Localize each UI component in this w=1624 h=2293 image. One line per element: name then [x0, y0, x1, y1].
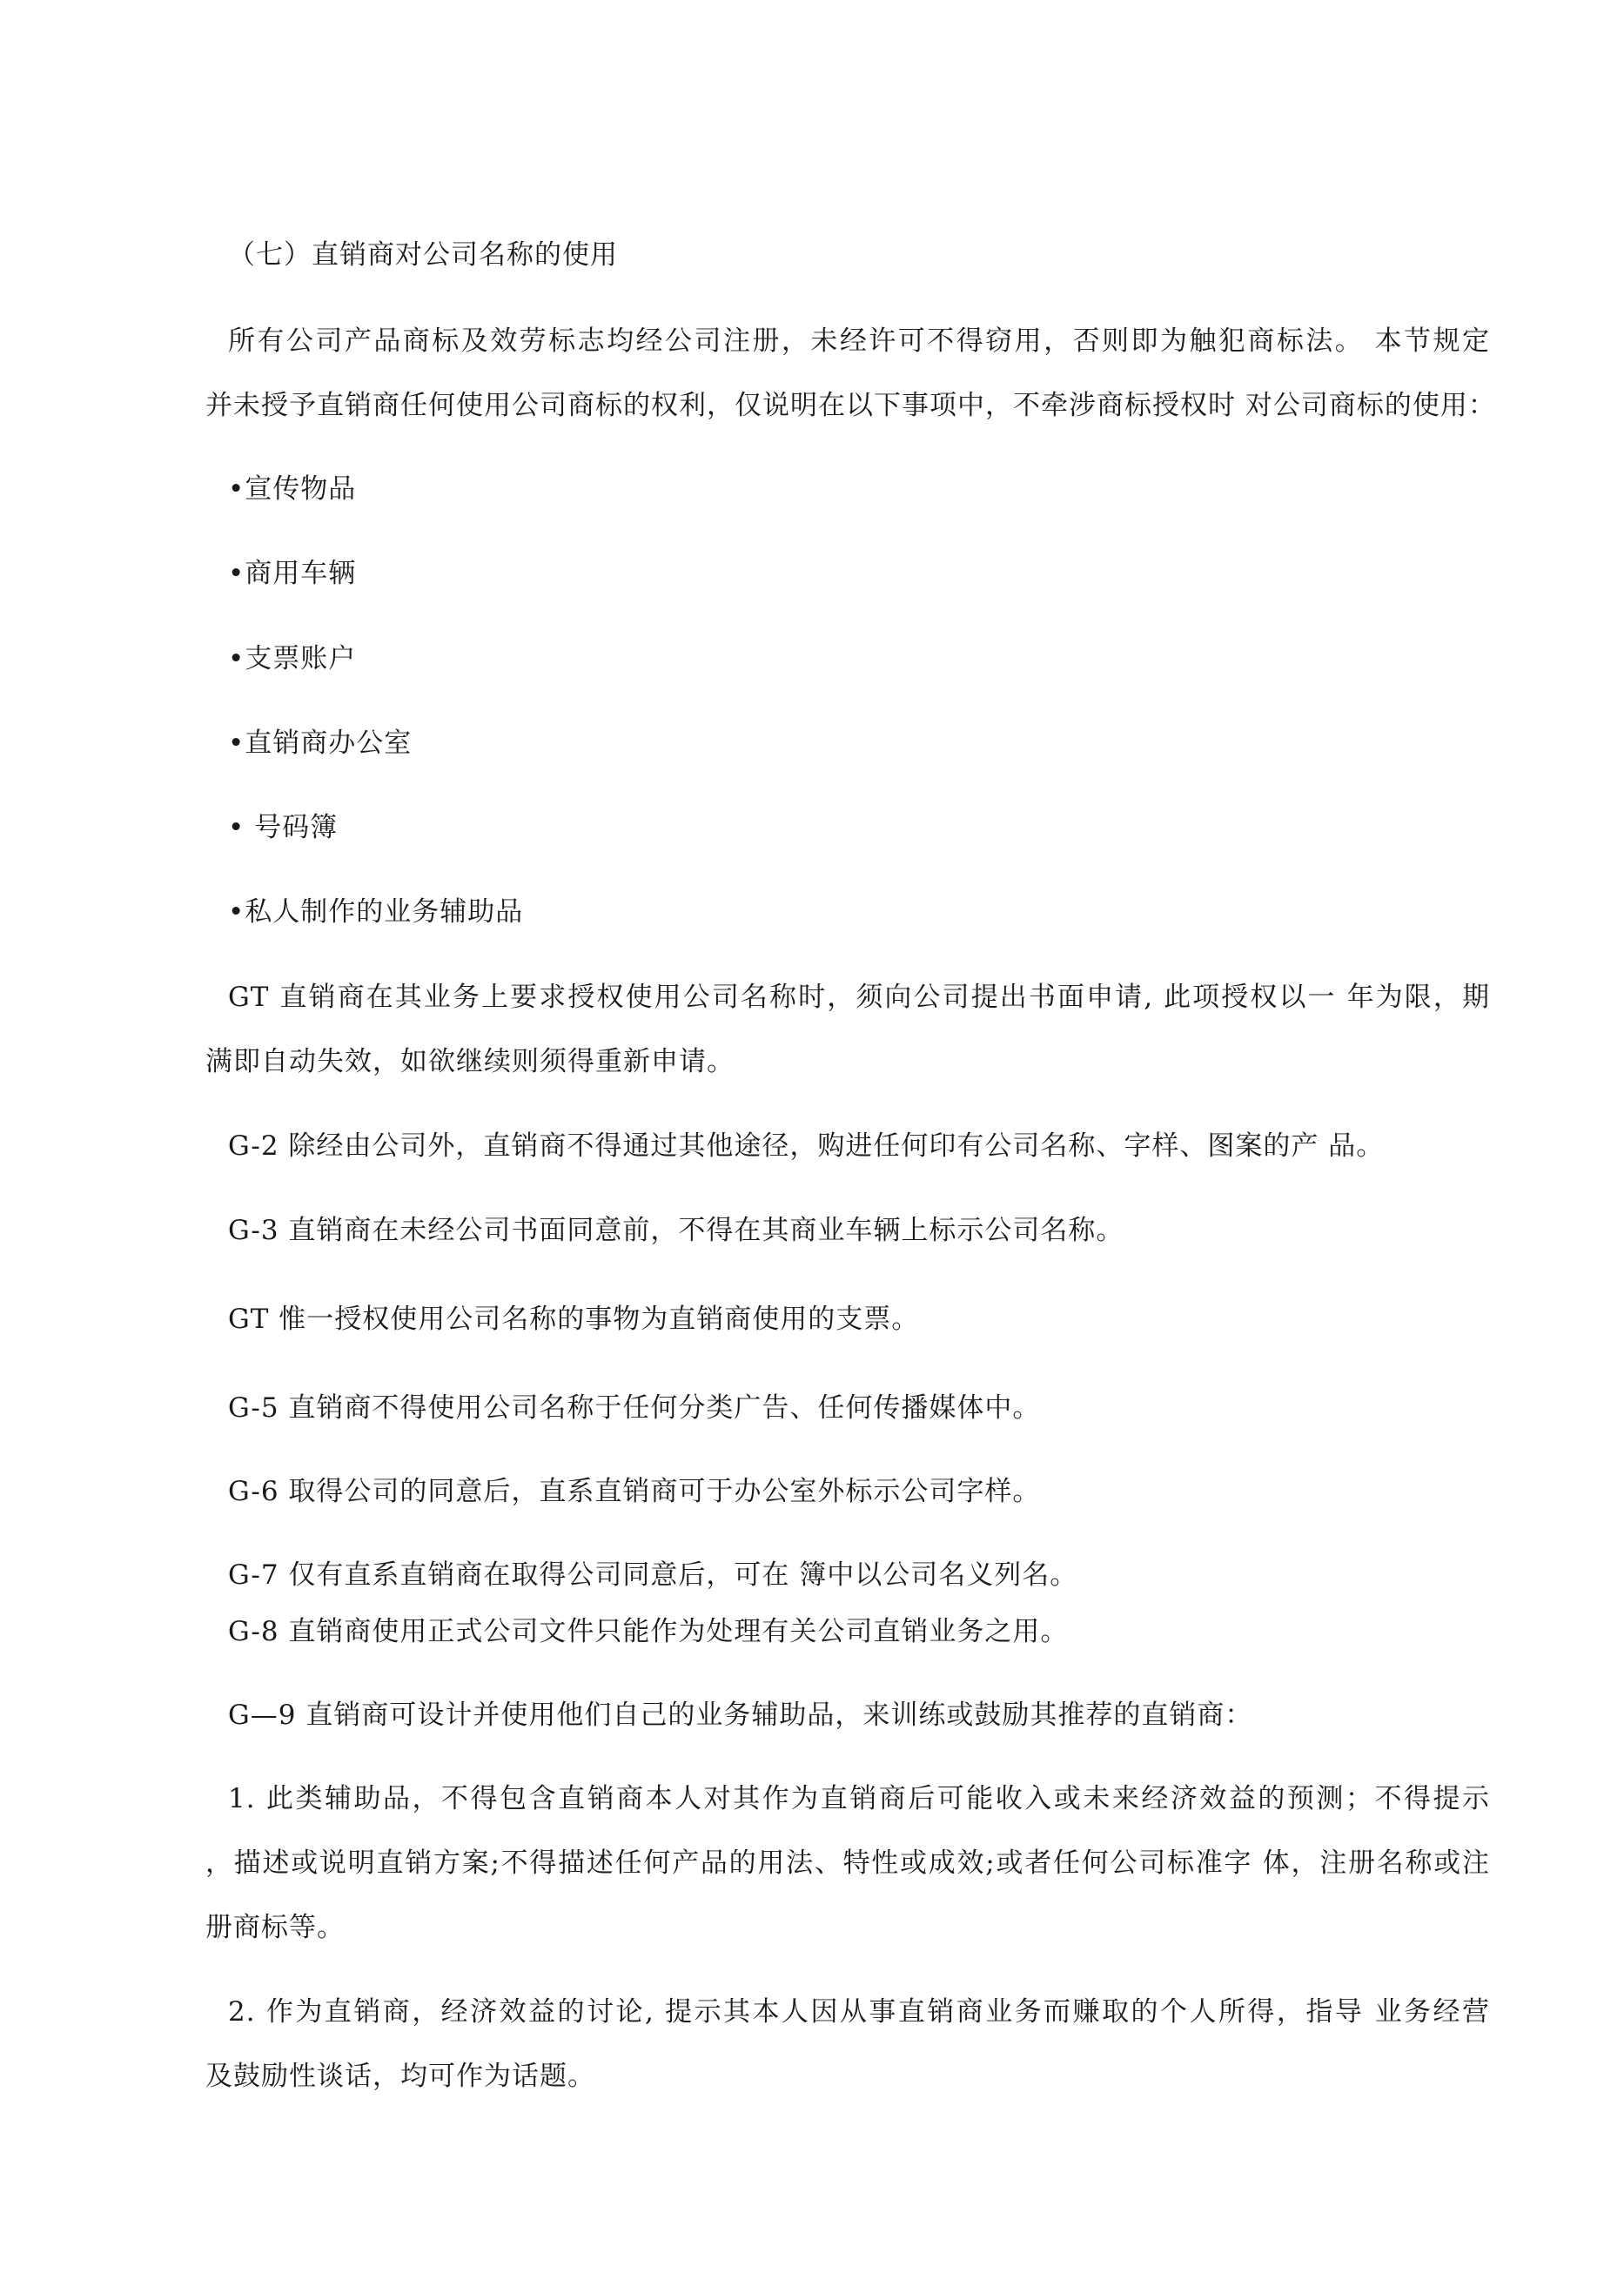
item-1-line-2: ，描述或说明直销方案;不得描述任何产品的用法、特性或成效;或者任何公司标准字 体，注册名称或注: [205, 1847, 1490, 1879]
item-2-line-1: 2. 作为直销商，经济效益的讨论, 提示其本人因从事直销商业务而赚取的个人所得，指导 业务经营: [228, 1996, 1490, 2028]
bullet-item: • 号码簿: [228, 812, 339, 843]
rule-g1-line-2: 满即自动失效，如欲继续则须得重新申请。: [205, 1046, 735, 1077]
section-heading: （七）直销商对公司名称的使用: [228, 239, 618, 271]
bullet-item: •直销商办公室: [228, 727, 413, 759]
bullet-item: •商用车辆: [228, 558, 357, 589]
bullet-item: •支票账户: [228, 643, 357, 674]
bullet-item: •宣传物品: [228, 473, 357, 505]
item-1-line-3: 册商标等。: [205, 1912, 345, 1943]
item-1-line-1: 1. 此类辅助品，不得包含直销商本人对其作为直销商后可能收入或未来经济效益的预测；不得提示: [228, 1783, 1490, 1814]
intro-paragraph-line-2: 并未授予直销商任何使用公司商标的权利，仅说明在以下事项中，不牵涉商标授权时 对公司商标的使用：: [205, 390, 1496, 421]
rule-g8: G-8 直销商使用正式公司文件只能作为处理有关公司直销业务之用。: [228, 1616, 1069, 1647]
bullet-item: •私人制作的业务辅助品: [228, 896, 524, 928]
item-2-line-2: 及鼓励性谈话，均可作为话题。: [205, 2061, 595, 2092]
rule-g3: G-3 直销商在未经公司书面同意前，不得在其商业车辆上标示公司名称。: [228, 1215, 1124, 1246]
intro-paragraph-line-1: 所有公司产品商标及效劳标志均经公司注册，未经许可不得窃用，否则即为触犯商标法。 本节规定: [228, 325, 1490, 357]
rule-g1-line-1: GT 直销商在其业务上要求授权使用公司名称时，须向公司提出书面申请, 此项授权以一 年为限，期: [228, 982, 1490, 1013]
rule-g2: G-2 除经由公司外，直销商不得通过其他途径，购进任何印有公司名称、字样、图案的产 品。: [228, 1130, 1385, 1162]
rule-g6: G-6 取得公司的同意后，直系直销商可于办公室外标示公司字样。: [228, 1476, 1041, 1507]
rule-g5: G-5 直销商不得使用公司名称于任何分类广告、任何传播媒体中。: [228, 1392, 1041, 1424]
rule-g7: G-7 仅有直系直销商在取得公司同意后，可在 簿中以公司名义列名。: [228, 1559, 1078, 1591]
rule-g4: GT 惟一授权使用公司名称的事物为直销商使用的支票。: [228, 1304, 920, 1335]
rule-g9: G—9 直销商可设计并使用他们自己的业务辅助品，来训练或鼓励其推荐的直销商：: [228, 1700, 1253, 1731]
